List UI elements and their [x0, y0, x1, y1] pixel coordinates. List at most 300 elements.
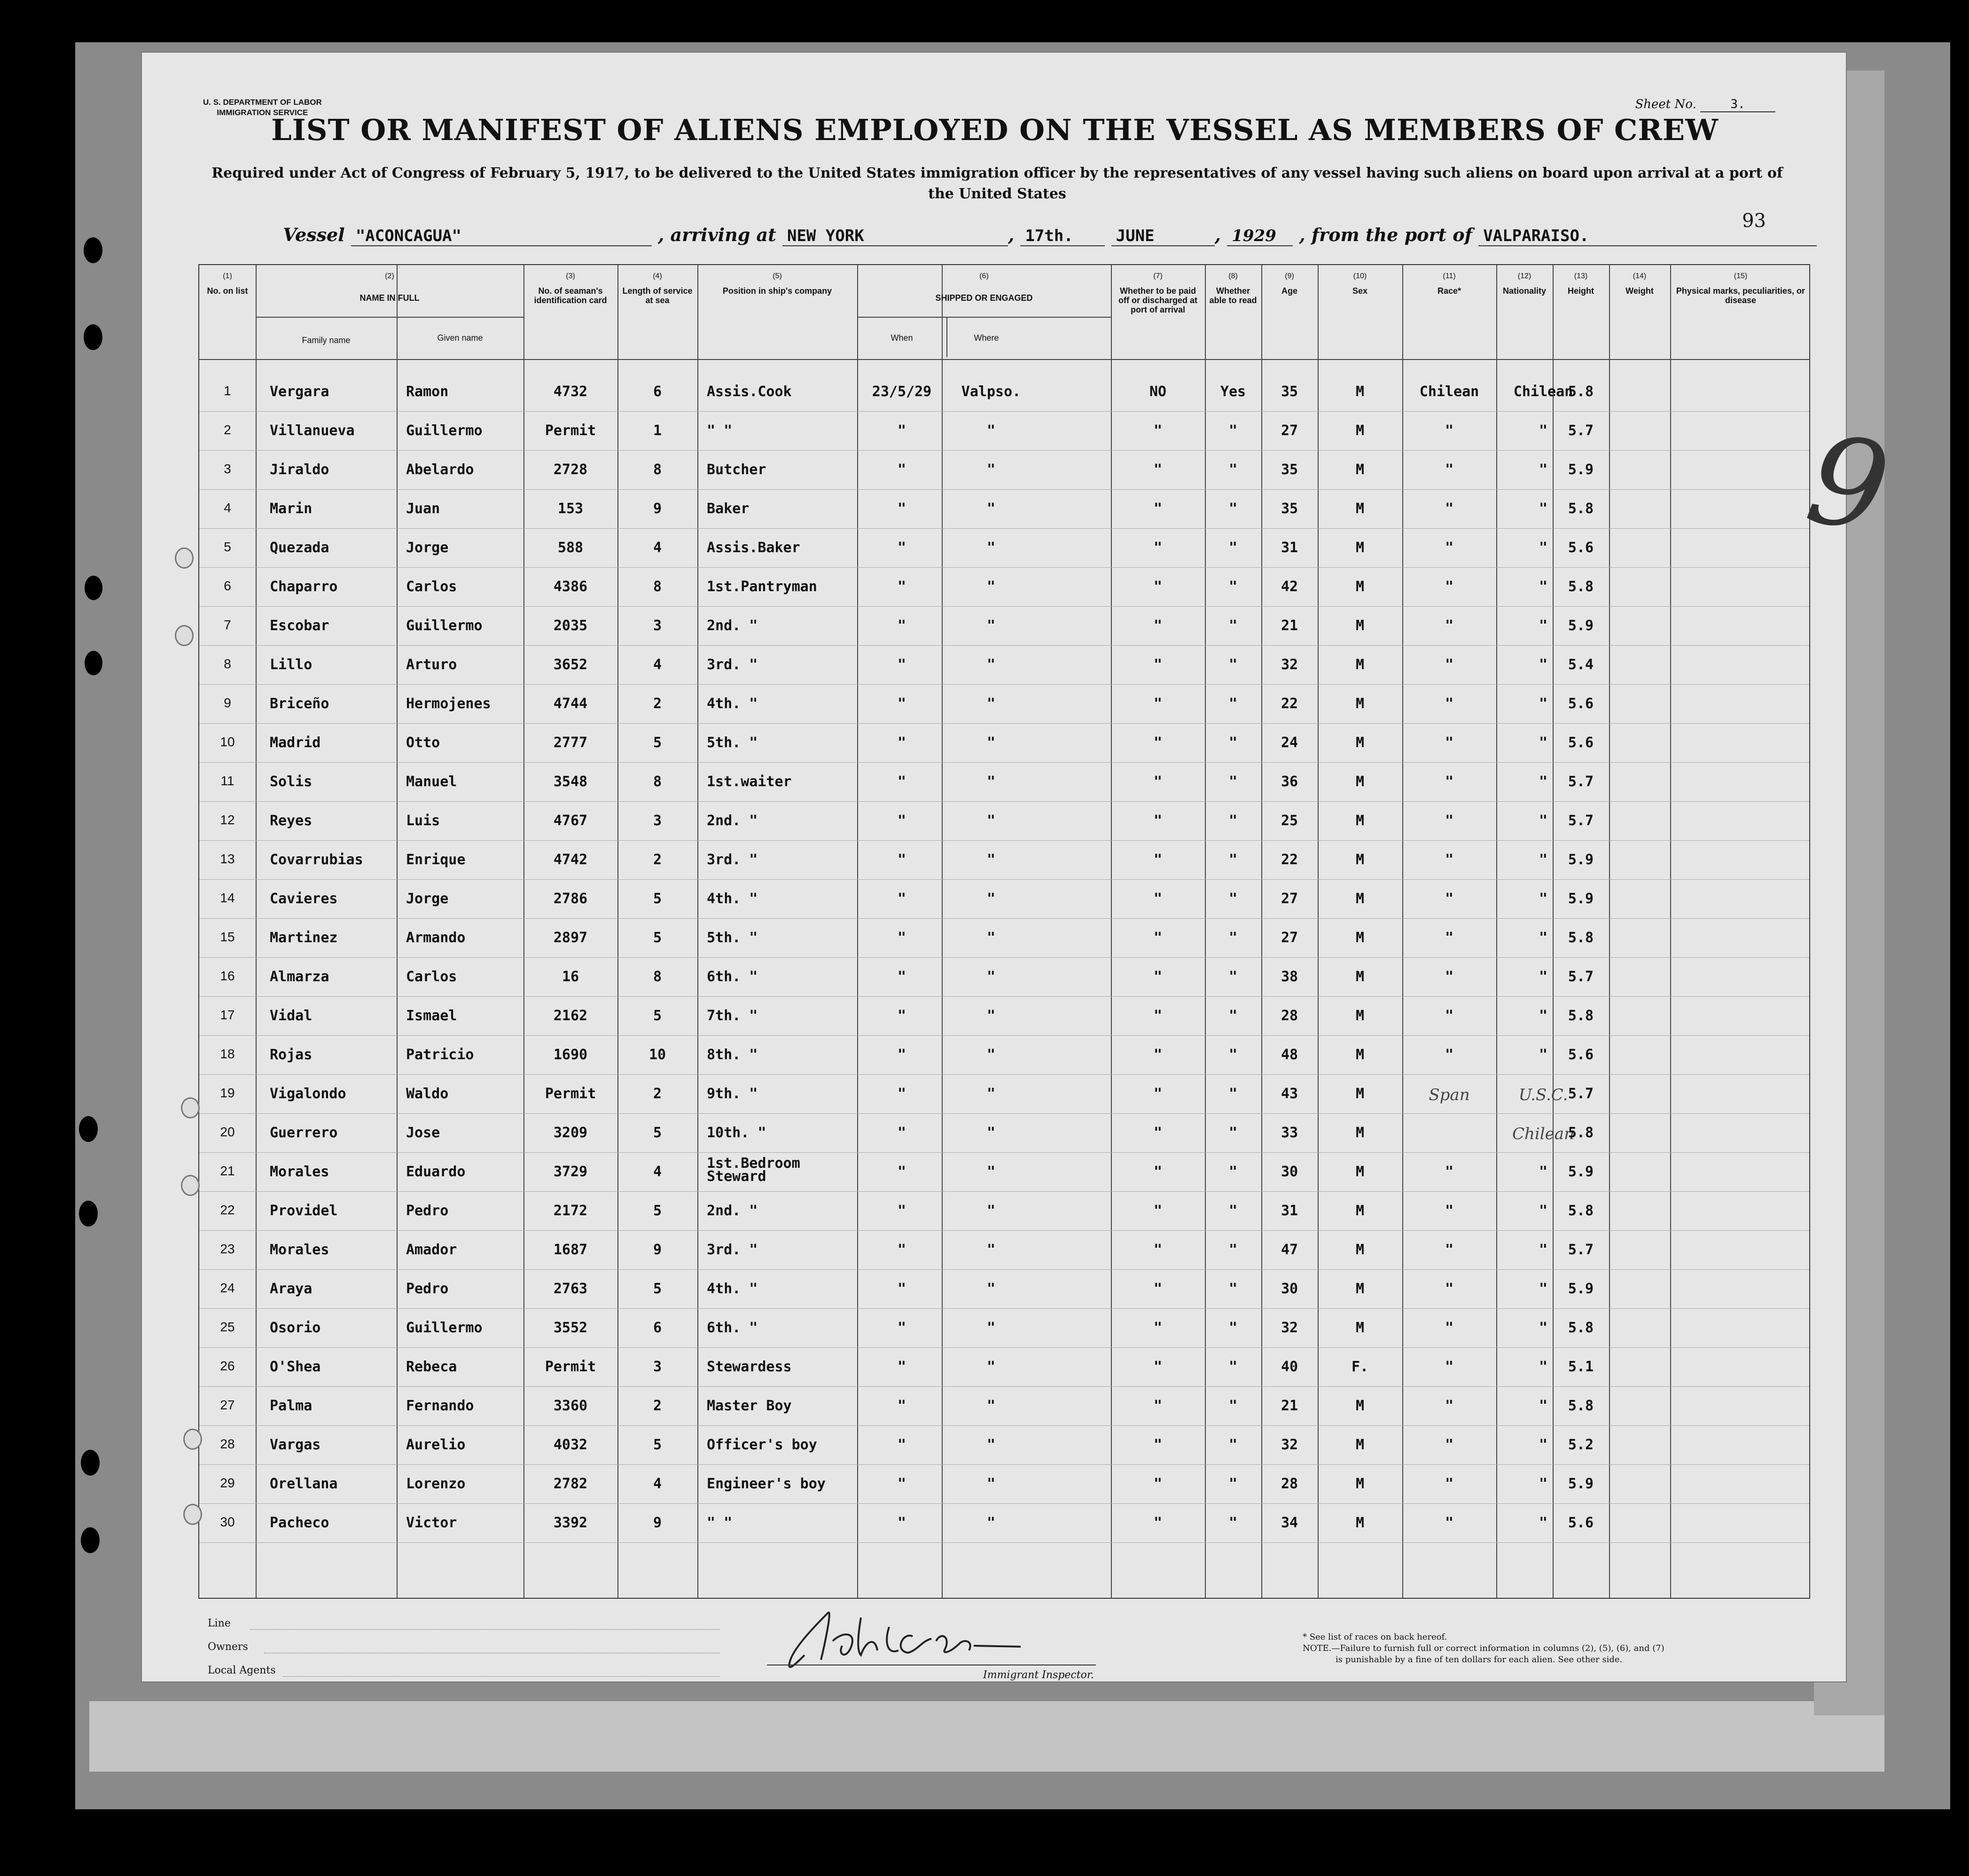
cell-card: 3729	[553, 1164, 588, 1180]
cell-no: 11	[220, 774, 234, 788]
cell-nationality: "	[1539, 1437, 1548, 1453]
cell-nationality: "	[1539, 1281, 1548, 1297]
subheader-divider	[256, 317, 524, 318]
cell-family: Araya	[270, 1281, 313, 1297]
cell-paid: "	[1153, 1281, 1163, 1297]
cell-height: 5.8	[1568, 930, 1594, 946]
cell-paid: "	[1153, 578, 1163, 595]
cell-family: Reyes	[270, 813, 313, 829]
cell-when: "	[897, 1047, 906, 1063]
cell-given: Hermojenes	[406, 696, 491, 712]
cell-read: "	[1228, 774, 1238, 790]
cell-family: Martinez	[270, 930, 338, 946]
cell-paid: "	[1153, 930, 1163, 946]
cell-given: Aurelio	[406, 1437, 466, 1453]
cell-age: 27	[1281, 891, 1298, 907]
table-row	[199, 724, 1811, 763]
cell-height: 5.6	[1568, 696, 1594, 712]
cell-nationality: "	[1539, 852, 1548, 868]
cell-when: "	[897, 891, 906, 907]
cell-card: 4032	[553, 1437, 588, 1453]
cell-nationality: U.S.C.	[1518, 1086, 1568, 1104]
cell-race: "	[1445, 1359, 1454, 1375]
cell-position: Butcher	[707, 461, 766, 478]
cell-card: 2782	[553, 1476, 588, 1492]
column-header: Height	[1568, 286, 1594, 296]
cell-read: "	[1228, 696, 1238, 712]
cell-no: 2	[224, 422, 231, 437]
cell-height: 5.9	[1568, 461, 1594, 478]
cell-height: 5.8	[1568, 1008, 1594, 1024]
cell-family: Vargas	[270, 1437, 321, 1453]
cell-when: "	[897, 969, 906, 985]
header-divider	[199, 359, 1809, 360]
cell-age: 36	[1281, 774, 1298, 790]
cell-card: 4767	[553, 813, 588, 829]
cell-given: Jose	[406, 1125, 440, 1141]
cell-when: "	[897, 1515, 906, 1531]
cell-when: "	[897, 657, 906, 673]
cell-family: Providel	[270, 1203, 338, 1219]
cell-where: "	[986, 735, 996, 751]
cell-sex: M	[1355, 1281, 1365, 1297]
cell-height: 5.8	[1568, 578, 1594, 595]
arrival-day: 17th.	[1020, 227, 1105, 246]
cell-height: 5.7	[1568, 1086, 1594, 1102]
cell-where: "	[986, 1281, 996, 1297]
cell-sex: M	[1355, 1047, 1365, 1063]
cell-height: 5.7	[1568, 1242, 1594, 1258]
cell-given: Guillermo	[406, 618, 483, 634]
cell-read: "	[1228, 1398, 1238, 1414]
cell-race: "	[1445, 930, 1454, 946]
cell-given: Jorge	[406, 891, 449, 907]
cell-paid: "	[1153, 1320, 1163, 1336]
cell-paid: "	[1153, 813, 1163, 829]
cell-read: "	[1228, 539, 1238, 556]
cell-read: "	[1228, 422, 1238, 439]
cell-sex: M	[1355, 1398, 1365, 1414]
cell-age: 32	[1281, 1437, 1298, 1453]
cell-family: Briceño	[270, 696, 329, 712]
cell-where: "	[986, 852, 996, 868]
cell-no: 16	[220, 969, 235, 983]
cell-paid: "	[1153, 1437, 1163, 1453]
line-blank	[250, 1629, 720, 1630]
cell-given: Patricio	[406, 1047, 474, 1063]
binder-hole	[79, 1116, 98, 1142]
cell-position: Engineer's boy	[707, 1476, 826, 1492]
column-number: (1)	[223, 272, 232, 280]
cell-nationality: "	[1539, 930, 1548, 946]
cell-given: Fernando	[406, 1398, 474, 1414]
cell-where: "	[986, 1242, 996, 1258]
cell-when: "	[897, 1281, 906, 1297]
cell-where: "	[986, 1398, 996, 1414]
cell-nationality: "	[1539, 1242, 1548, 1258]
table-row	[199, 1114, 1811, 1153]
cell-when: "	[897, 539, 906, 556]
table-row	[199, 373, 1811, 412]
column-header: NAME IN FULL	[359, 293, 420, 303]
cell-given: Pedro	[406, 1203, 449, 1219]
cell-service: 1	[653, 422, 662, 439]
cell-read: "	[1228, 578, 1238, 595]
crew-table	[198, 264, 1810, 1599]
cell-card: Permit	[545, 1359, 596, 1375]
cell-when: "	[897, 500, 906, 517]
table-row	[199, 1153, 1811, 1192]
cell-when: "	[897, 461, 906, 478]
cell-service: 5	[653, 1437, 662, 1453]
cell-race: Span	[1429, 1086, 1470, 1104]
cell-nationality: "	[1539, 774, 1548, 790]
cell-age: 25	[1281, 813, 1298, 829]
cell-nationality: "	[1539, 657, 1548, 673]
cell-no: 7	[224, 618, 231, 632]
cell-no: 29	[220, 1476, 235, 1490]
cell-race: "	[1445, 500, 1454, 517]
cell-height: 5.8	[1568, 1398, 1594, 1414]
cell-where: "	[986, 891, 996, 907]
cell-race: "	[1445, 813, 1454, 829]
cell-paid: "	[1153, 500, 1163, 517]
arriving-label: , arriving at	[658, 224, 776, 245]
cell-where: "	[986, 539, 996, 556]
cell-paid: "	[1153, 1476, 1163, 1492]
table-row	[199, 841, 1811, 880]
cell-age: 27	[1281, 930, 1298, 946]
vessel-name: "ACONCAGUA"	[351, 227, 652, 246]
cell-race: "	[1445, 657, 1454, 673]
document-title: LIST OR MANIFEST OF ALIENS EMPLOYED ON THE VESSEL AS MEMBERS OF CREW	[271, 113, 1719, 147]
cell-race: "	[1445, 891, 1454, 907]
cell-read: "	[1228, 891, 1238, 907]
binder-hole	[81, 1450, 100, 1476]
cell-family: Quezada	[270, 539, 329, 556]
cell-height: 5.7	[1568, 774, 1594, 790]
cell-paid: "	[1153, 1242, 1163, 1258]
table-row	[199, 1270, 1811, 1309]
binder-hole	[81, 1527, 100, 1553]
cell-service: 5	[653, 1203, 662, 1219]
cell-card: 3209	[553, 1125, 588, 1141]
cell-service: 6	[653, 1320, 662, 1336]
cell-nationality: "	[1539, 422, 1548, 439]
cell-family: Covarrubias	[270, 852, 363, 868]
cell-paid: "	[1153, 735, 1163, 751]
cell-read: "	[1228, 735, 1238, 751]
cell-age: 34	[1281, 1515, 1298, 1531]
sheet-number-label: Sheet No.	[1635, 97, 1696, 111]
cell-race: "	[1445, 1398, 1454, 1414]
cell-nationality: "	[1539, 1359, 1548, 1375]
arrival-port: NEW YORK	[782, 227, 1008, 246]
vessel-line: Vessel "ACONCAGUA" , arriving at NEW YORK , 17th. JUNE , 1929 , from the port of VALPARAISO.	[283, 224, 1817, 246]
cell-given: Juan	[406, 500, 440, 517]
cell-sex: M	[1355, 578, 1365, 595]
cell-sex: M	[1355, 422, 1365, 439]
cell-service: 4	[653, 539, 662, 556]
sheet-number-value: 3.	[1700, 97, 1775, 112]
cell-no: 21	[220, 1164, 235, 1178]
cell-given: Armando	[406, 930, 466, 946]
cell-race: "	[1445, 1320, 1454, 1336]
cell-card: 16	[562, 969, 579, 985]
cell-service: 5	[653, 1125, 662, 1141]
cell-when: "	[897, 1359, 906, 1375]
cell-card: 3360	[553, 1398, 588, 1414]
cell-no: 4	[224, 500, 231, 515]
cell-given: Ismael	[406, 1008, 457, 1024]
column-number: (7)	[1153, 272, 1163, 280]
table-row	[199, 1309, 1811, 1348]
arrival-month: JUNE	[1111, 227, 1215, 246]
punch-mark	[183, 1429, 202, 1450]
cell-race: "	[1445, 1437, 1454, 1453]
cell-race: "	[1445, 618, 1454, 634]
service-name: IMMIGRATION SERVICE	[217, 108, 308, 117]
cell-height: 5.2	[1568, 1437, 1594, 1453]
cell-service: 4	[653, 1164, 662, 1180]
table-row	[199, 958, 1811, 997]
cell-height: 5.6	[1568, 1047, 1594, 1063]
cell-age: 30	[1281, 1281, 1298, 1297]
cell-position: Stewardess	[707, 1359, 792, 1375]
cell-age: 42	[1281, 578, 1298, 595]
cell-card: 2162	[553, 1008, 588, 1024]
cell-when: "	[897, 774, 906, 790]
cell-card: 3552	[553, 1320, 588, 1336]
cell-no: 27	[220, 1398, 235, 1412]
cell-sex: M	[1355, 891, 1365, 907]
cell-height: 5.6	[1568, 1515, 1594, 1531]
cell-family: Chaparro	[270, 578, 338, 595]
cell-read: "	[1228, 1359, 1238, 1375]
cell-no: 8	[224, 657, 231, 671]
cell-service: 2	[653, 852, 662, 868]
cell-where: "	[986, 1515, 996, 1531]
cell-given: Otto	[406, 735, 440, 751]
cell-height: 5.4	[1568, 657, 1594, 673]
cell-sex: M	[1355, 696, 1365, 712]
cell-given: Luis	[406, 813, 440, 829]
cell-paid: "	[1153, 539, 1163, 556]
cell-no: 3	[224, 461, 231, 476]
manifest-sheet	[141, 52, 1847, 1682]
cell-given: Guillermo	[406, 422, 483, 439]
column-header: Race*	[1437, 286, 1461, 296]
sheet-number	[1635, 97, 1775, 112]
punch-mark	[175, 547, 194, 569]
cell-where: "	[986, 930, 996, 946]
cell-card: 2035	[553, 618, 588, 634]
table-row	[199, 880, 1811, 919]
cell-position: 9th. "	[707, 1086, 758, 1102]
cell-position: 1st.Pantryman	[707, 578, 817, 595]
cell-nationality: "	[1539, 1047, 1548, 1063]
cell-given: Waldo	[406, 1086, 449, 1102]
cell-given: Ramon	[406, 383, 449, 400]
cell-height: 5.9	[1568, 1476, 1594, 1492]
cell-when: "	[897, 813, 906, 829]
binder-hole	[84, 237, 102, 263]
cell-read: "	[1228, 813, 1238, 829]
cell-paid: "	[1153, 969, 1163, 985]
cell-nationality: "	[1539, 500, 1548, 517]
cell-race: "	[1445, 1047, 1454, 1063]
cell-sex: M	[1355, 852, 1365, 868]
cell-when: "	[897, 930, 906, 946]
cell-card: 1690	[553, 1047, 588, 1063]
column-header: SHIPPED OR ENGAGED	[935, 293, 1033, 303]
cell-age: 22	[1281, 696, 1298, 712]
table-row	[199, 529, 1811, 568]
cell-position: 4th. "	[707, 891, 758, 907]
cell-where: "	[986, 774, 996, 790]
cell-position: Master Boy	[707, 1398, 792, 1414]
cell-position: Officer's boy	[707, 1437, 817, 1453]
column-header: Weight	[1625, 286, 1654, 296]
cell-position: 1st.waiter	[707, 774, 792, 790]
cell-when: "	[897, 1476, 906, 1492]
cell-age: 28	[1281, 1476, 1298, 1492]
table-row	[199, 646, 1811, 685]
cell-where: "	[986, 461, 996, 478]
cell-sex: M	[1355, 735, 1365, 751]
cell-service: 5	[653, 930, 662, 946]
cell-no: 22	[220, 1203, 235, 1217]
cell-sex: M	[1355, 1476, 1365, 1492]
cell-where: "	[986, 1476, 996, 1492]
cell-given: Enrique	[406, 852, 466, 868]
cell-family: O'Shea	[270, 1359, 321, 1375]
cell-card: 1687	[553, 1242, 588, 1258]
punch-mark	[181, 1175, 200, 1196]
cell-age: 21	[1281, 618, 1298, 634]
cell-card: 588	[557, 539, 584, 556]
penalty-note-cont: is punishable by a fine of ten dollars for each alien. See other side.	[1336, 1655, 1623, 1665]
cell-card: 3392	[553, 1515, 588, 1531]
column-number: (11)	[1443, 272, 1456, 280]
inspector-signature	[776, 1603, 1039, 1674]
cell-height: 5.9	[1568, 618, 1594, 634]
cell-family: Orellana	[270, 1476, 338, 1492]
cell-read: "	[1228, 1125, 1238, 1141]
cell-where: "	[986, 422, 996, 439]
line-label: Line	[208, 1618, 231, 1629]
cell-race: "	[1445, 1164, 1454, 1180]
cell-service: 9	[653, 1242, 662, 1258]
table-row	[199, 1426, 1811, 1465]
cell-sex: M	[1355, 1164, 1365, 1180]
table-row	[199, 1036, 1811, 1075]
cell-age: 35	[1281, 500, 1298, 517]
cell-race: "	[1445, 461, 1454, 478]
cell-family: Pacheco	[270, 1515, 329, 1531]
punch-mark	[183, 1504, 202, 1525]
cell-given: Abelardo	[406, 461, 474, 478]
table-row	[199, 763, 1811, 802]
cell-paid: "	[1153, 1008, 1163, 1024]
cell-height: 5.1	[1568, 1359, 1594, 1375]
cell-paid: "	[1153, 657, 1163, 673]
cell-where: "	[986, 1437, 996, 1453]
cell-card: Permit	[545, 422, 596, 439]
arrival-year: 1929	[1227, 227, 1293, 246]
column-number: (15)	[1734, 272, 1748, 280]
column-number: (6)	[979, 272, 989, 280]
column-header: Whether able to read	[1209, 286, 1257, 305]
cell-height: 5.7	[1568, 422, 1594, 439]
cell-age: 32	[1281, 657, 1298, 673]
cell-height: 5.8	[1568, 500, 1594, 517]
cell-given: Carlos	[406, 969, 457, 985]
column-header: Position in ship's company	[722, 286, 832, 296]
column-header: Whether to be paid off or discharged at port of arrival	[1118, 286, 1198, 314]
cell-paid: "	[1153, 696, 1163, 712]
cell-family: Solis	[270, 774, 313, 790]
cell-no: 5	[224, 539, 231, 554]
cell-position: 7th. "	[707, 1008, 758, 1024]
cell-nationality: "	[1539, 1398, 1548, 1414]
cell-where: "	[986, 578, 996, 595]
cell-height: 5.8	[1568, 383, 1594, 400]
cell-no: 13	[220, 852, 235, 866]
cell-service: 8	[653, 969, 662, 985]
cell-no: 24	[220, 1281, 235, 1295]
owners-label: Owners	[208, 1641, 248, 1653]
cell-where: "	[986, 657, 996, 673]
cell-card: 4732	[553, 383, 588, 400]
cell-service: 5	[653, 1008, 662, 1024]
cell-where: "	[986, 500, 996, 517]
cell-given: Victor	[406, 1515, 457, 1531]
cell-no: 18	[220, 1047, 235, 1061]
given-name-header: Given name	[437, 333, 483, 343]
cell-read: "	[1228, 1164, 1238, 1180]
cell-when: "	[897, 1242, 906, 1258]
cell-when: "	[897, 578, 906, 595]
cell-no: 6	[224, 578, 231, 593]
cell-age: 48	[1281, 1047, 1298, 1063]
cell-family: Jiraldo	[270, 461, 329, 478]
cell-where: "	[986, 1359, 996, 1375]
cell-read: Yes	[1220, 383, 1246, 400]
column-header: Sex	[1352, 286, 1368, 296]
cell-service: 10	[649, 1047, 666, 1063]
cell-nationality: "	[1539, 696, 1548, 712]
cell-nationality: "	[1539, 735, 1548, 751]
cell-read: "	[1228, 1086, 1238, 1102]
cell-race: "	[1445, 539, 1454, 556]
cell-height: 5.9	[1568, 1281, 1594, 1297]
cell-sex: M	[1355, 461, 1365, 478]
cell-where: "	[986, 1086, 996, 1102]
cell-position: 3rd. "	[707, 657, 758, 673]
cell-paid: "	[1153, 1515, 1163, 1531]
cell-height: 5.9	[1568, 1164, 1594, 1180]
column-header: No. of seaman's identification card	[534, 286, 607, 305]
cell-family: Rojas	[270, 1047, 313, 1063]
cell-read: "	[1228, 461, 1238, 478]
cell-nationality: "	[1539, 1476, 1548, 1492]
cell-height: 5.6	[1568, 735, 1594, 751]
cell-height: 5.8	[1568, 1203, 1594, 1219]
cell-sex: F.	[1351, 1359, 1369, 1375]
cell-paid: "	[1153, 1125, 1163, 1141]
cell-card: 4744	[553, 696, 588, 712]
